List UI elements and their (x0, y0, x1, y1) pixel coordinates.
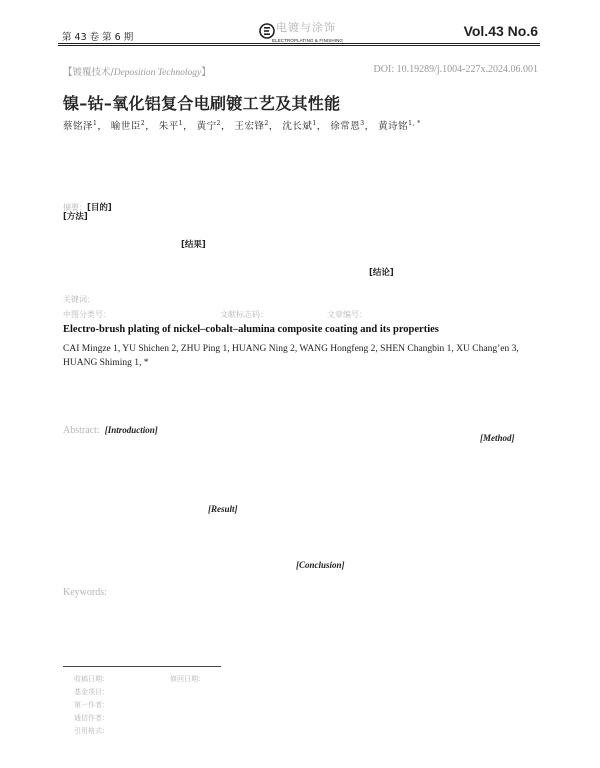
citation-label: 引用格式： (74, 727, 109, 735)
article-no-label: 文章编号： (327, 310, 367, 319)
column-tag: 【镀覆技术/Deposition Technology】 (63, 67, 211, 78)
en-keywords-label: Keywords: (63, 587, 107, 598)
en-method: [Method] (480, 433, 515, 443)
cn-conclusion: [结论] (369, 268, 394, 278)
en-abstract-label: Abstract: (63, 425, 100, 436)
cn-abstract-label: 摘要： (63, 203, 87, 212)
fund-label: 基金项目： (74, 688, 109, 696)
clc-label: 中图分类号： (63, 310, 111, 319)
en-abstract-line (63, 418, 158, 437)
footnote-rule (63, 666, 221, 667)
doi: DOI: 10.19289/j.1004-227x.2024.06.001 (373, 64, 538, 75)
journal-issue: 第 43 卷 第 6 期 (62, 32, 134, 43)
header-rule-thin (58, 45, 540, 46)
en-conclusion: [Conclusion] (296, 560, 345, 570)
doc-code-label: 文献标志码： (220, 310, 268, 319)
english-authors: CAI Mingze 1, YU Shichen 2, ZHU Ping 1, HUANG Ning 2, WANG Hongfeng 2, SHEN Changbin 1, XU Chang’en 3, HUANG Shiming 1, * (63, 344, 519, 368)
logo-chinese-text: 电镀与涂饰 (276, 21, 336, 34)
cn-result: [结果] (181, 240, 206, 250)
corresponding-author-label: 通信作者： (74, 714, 109, 722)
en-result: [Result] (208, 504, 238, 514)
cn-keywords-label: 关键词： (63, 295, 95, 304)
english-title: Electro-brush plating of nickel–cobalt–alumina composite coating and its properties (63, 324, 439, 335)
first-author-label: 第一作者： (74, 701, 109, 709)
journal-volume: Vol.43 No.6 (463, 23, 538, 39)
en-introduction: [Introduction] (104, 425, 158, 435)
revised-date-label: 修回日期： (170, 675, 205, 683)
chinese-title: 镍–钴–氧化铝复合电刷镀工艺及其性能 (63, 94, 341, 113)
chinese-authors: 蔡铭泽$^1$， 喻世臣$^2$， 朱平$^1$， 黄宁$^2$， 王宏锋$^2$， 沈长斌$^1$， 徐常恩$^3$， 黄诗铭$^{1, *}$ (63, 119, 421, 132)
logo-english-text: ELECTROPLATING & FINISHING (272, 38, 344, 43)
received-date-label: 收稿日期： (74, 675, 109, 683)
cn-objective: [目的] (87, 203, 112, 213)
header-rule (58, 43, 540, 44)
cn-method: [方法] (63, 212, 88, 222)
